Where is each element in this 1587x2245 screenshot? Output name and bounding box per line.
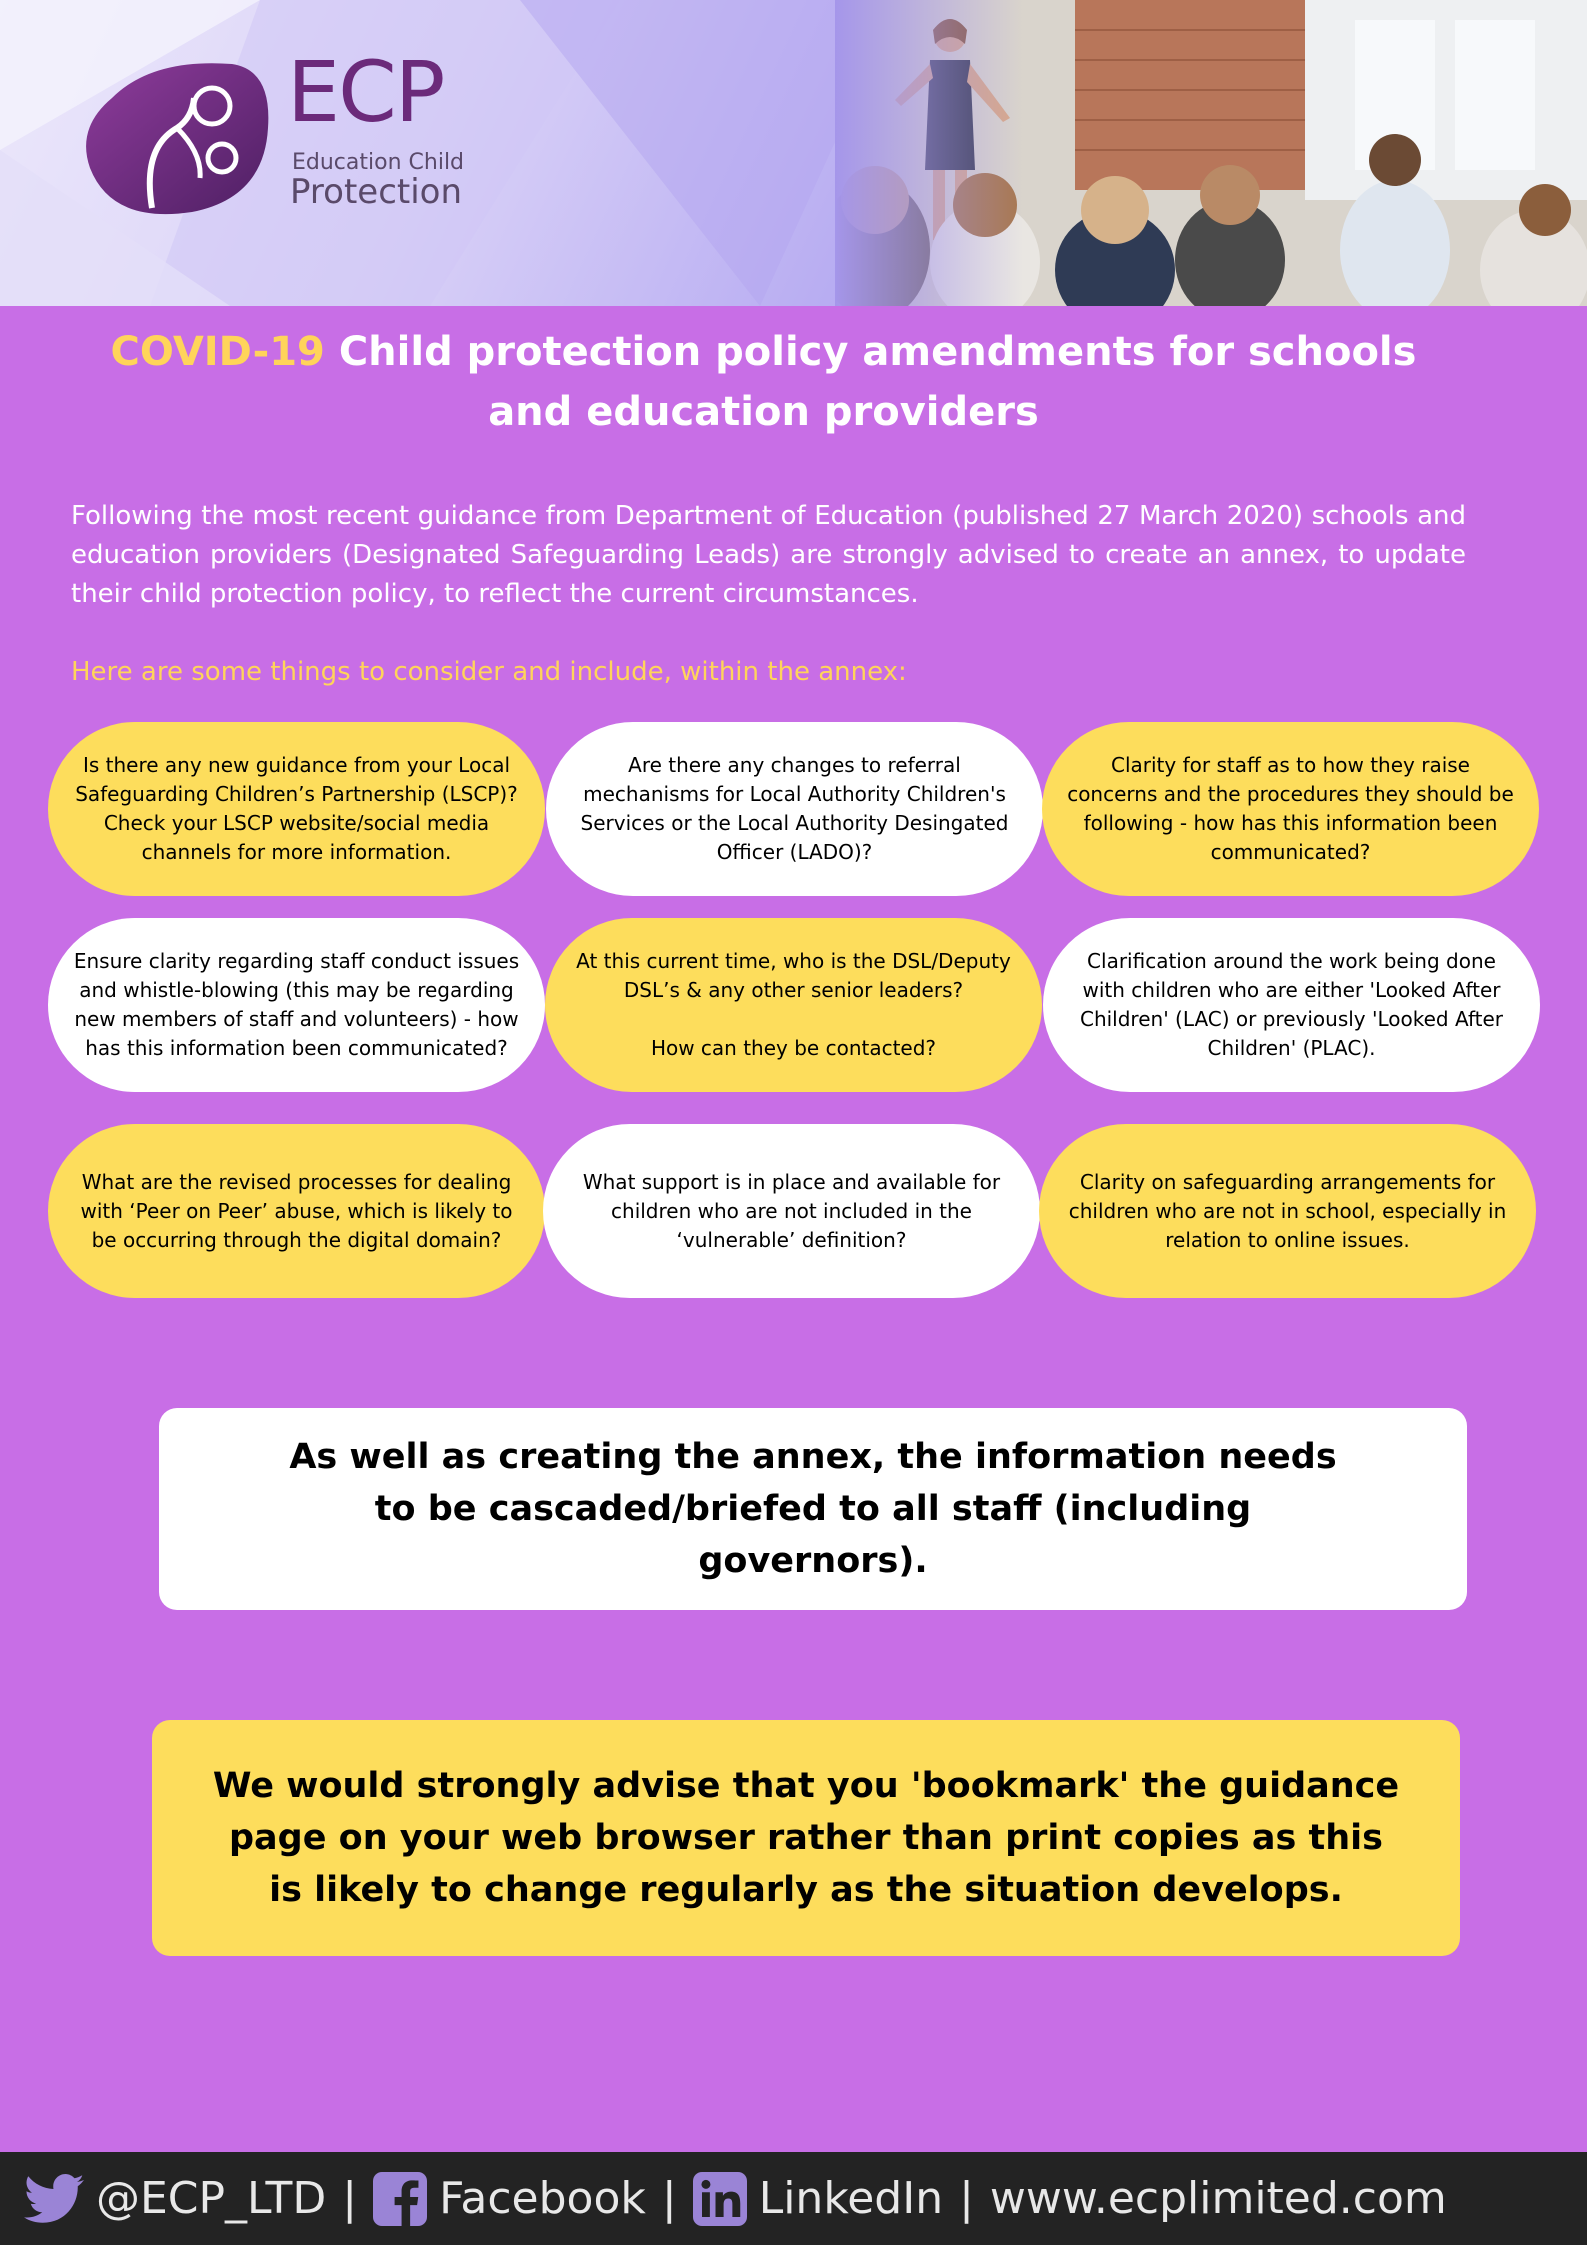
website-link[interactable]: www.ecplimited.com [989,2173,1447,2224]
logo-subtitle-line2: Protection [290,172,463,212]
consideration-pill: Is there any new guidance from your Local Safeguarding Children’s Partnership (LSCP)? Check your LSCP website/social media channels for more information. [48,722,545,896]
facebook-link[interactable]: Facebook [439,2173,646,2224]
classroom-photo [835,0,1587,306]
consideration-pill: Clarity on safeguarding arrangements for children who are not in school, especially in relation to online issues. [1039,1124,1536,1298]
footer-separator: | [959,2173,974,2224]
consideration-pill: Are there any changes to referral mechanisms for Local Authority Children's Services or the Local Authority Desingated Officer (LADO)? [546,722,1043,896]
intro-paragraph: Following the most recent guidance from Department of Education (published 27 March 2020) schools and education providers (Designated Safeguarding Leads) are strongly advised to create an annex, to update their child protection policy, to reflect the current circumstances. [71,501,1466,609]
twitter-handle[interactable]: @ECP_LTD [96,2173,327,2224]
title-highlight: COVID-19 [110,329,325,375]
annex-note-box [159,1408,1467,1610]
header-banner [0,0,1587,306]
bookmark-note-box [152,1720,1460,1956]
consideration-pill: Clarity for staff as to how they raise concerns and the procedures they should be following - how has this information been communicated? [1042,722,1539,896]
consideration-pill: What support is in place and available for children who are not included in the ‘vulnerable’ definition? [543,1124,1040,1298]
consider-heading: Here are some things to consider and include, within the annex: [71,657,907,687]
title-text: Child protection policy amendments for schools and education providers [324,329,1417,435]
consideration-pill: At this current time, who is the DSL/Deputy DSL’s & any other senior leaders? How can they be contacted? [545,918,1042,1092]
facebook-icon[interactable] [373,2172,427,2226]
consideration-pill: Clarification around the work being done with children who are either 'Looked After Children' (LAC) or previously 'Looked After Children' (PLAC). [1043,918,1540,1092]
ecp-logo [82,43,502,218]
footer-separator: | [342,2173,358,2224]
logo-wordmark: ECP [287,43,444,141]
ecp-logo-mark-icon [82,58,272,218]
footer-bar [0,2152,1587,2245]
twitter-icon[interactable] [24,2173,84,2225]
linkedin-link[interactable]: LinkedIn [758,2173,944,2224]
annex-note-text: As well as creating the annex, the information needs to be cascaded/briefed to all staff (including governors). [289,1437,1337,1581]
page-title [80,322,1447,442]
logo-subtitle-line1: Education Child [292,150,465,175]
consideration-pill: Ensure clarity regarding staff conduct issues and whistle-blowing (this may be regarding new members of staff and volunteers) - how has this information been communicated? [48,918,545,1092]
linkedin-icon[interactable] [693,2172,747,2226]
footer-separator: | [661,2173,677,2224]
bookmark-note-text: We would strongly advise that you 'bookmark' the guidance page on your web browser rather than print copies as this is likely to change regularly as the situation develops. [212,1766,1400,1910]
consideration-pill: What are the revised processes for dealing with ‘Peer on Peer’ abuse, which is likely to be occurring through the digital domain? [48,1124,545,1298]
